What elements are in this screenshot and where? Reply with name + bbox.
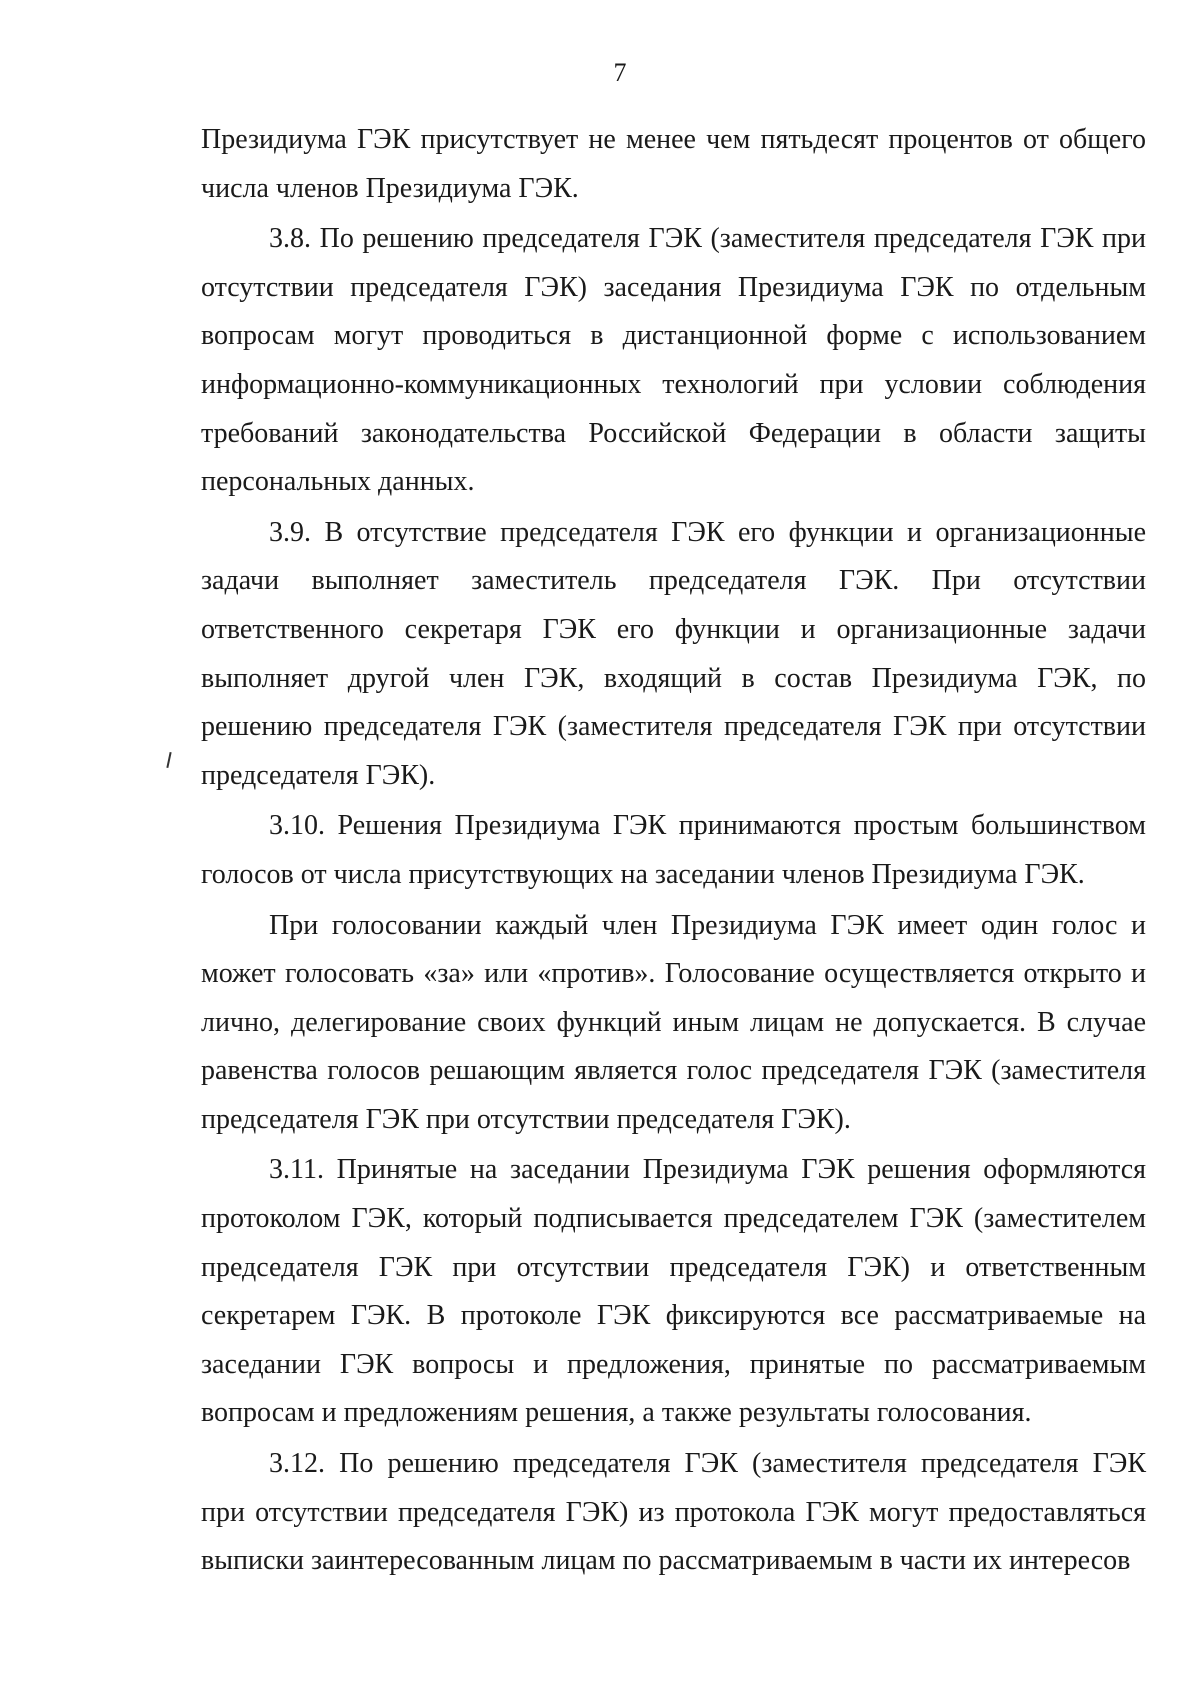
paragraph-voting: При голосовании каждый член Президиума ГЭК имеет один голос и может голосовать «за» или «против». Голосование осуществляется открыто и лично, делегирование своих функций иным лицам не допускается. В случае равенства голосов решающим является голос председателя ГЭК (заместителя председателя ГЭК при отсутствии председателя ГЭК). (201, 909, 1146, 1135)
paragraph-3-9: 3.9. В отсутствие председателя ГЭК его функции и организационные задачи выполняет заместитель председателя ГЭК. При отсутствии ответственного секретаря ГЭК его функции и организационные задачи выполняет другой член ГЭК, входящий в состав Президиума ГЭК, по решению председателя ГЭК (заместителя председателя ГЭК при отсутствии председателя ГЭК). (201, 516, 1146, 791)
document-body (201, 116, 1146, 1586)
paragraph-3-11: 3.11. Принятые на заседании Президиума ГЭК решения оформляются протоколом ГЭК, который подписывается председателем ГЭК (заместителем председателя ГЭК при отсутствии председателя ГЭК) и ответственным секретарем ГЭК. В протоколе ГЭК фиксируются все рассматриваемые на заседании ГЭК вопросы и предложения, принятые по рассматриваемым вопросам и предложениям решения, а также результаты голосования. (201, 1154, 1146, 1429)
page-number: 7 (613, 58, 627, 87)
scan-artifact-mark (166, 752, 171, 768)
paragraph-continuation: Президиума ГЭК присутствует не менее чем пятьдесят процентов от общего числа членов Президиума ГЭК. (201, 124, 1146, 204)
paragraph-3-8: 3.8. По решению председателя ГЭК (заместителя председателя ГЭК при отсутствии председателя ГЭК) заседания Президиума ГЭК по отдельным вопросам могут проводиться в дистанционной форме с использованием информационно-коммуникационных технологий при условии соблюдения требований законодательства Российской Федерации в области защиты персональных данных. (201, 223, 1146, 498)
paragraph-3-10: 3.10. Решения Президиума ГЭК принимаются простым большинством голосов от числа присутствующих на заседании членов Президиума ГЭК. (201, 810, 1146, 890)
paragraph-3-12: 3.12. По решению председателя ГЭК (заместителя председателя ГЭК при отсутствии председателя ГЭК) из протокола ГЭК могут предоставляться выписки заинтересованным лицам по рассматриваемым в части их интересов (201, 1448, 1146, 1577)
